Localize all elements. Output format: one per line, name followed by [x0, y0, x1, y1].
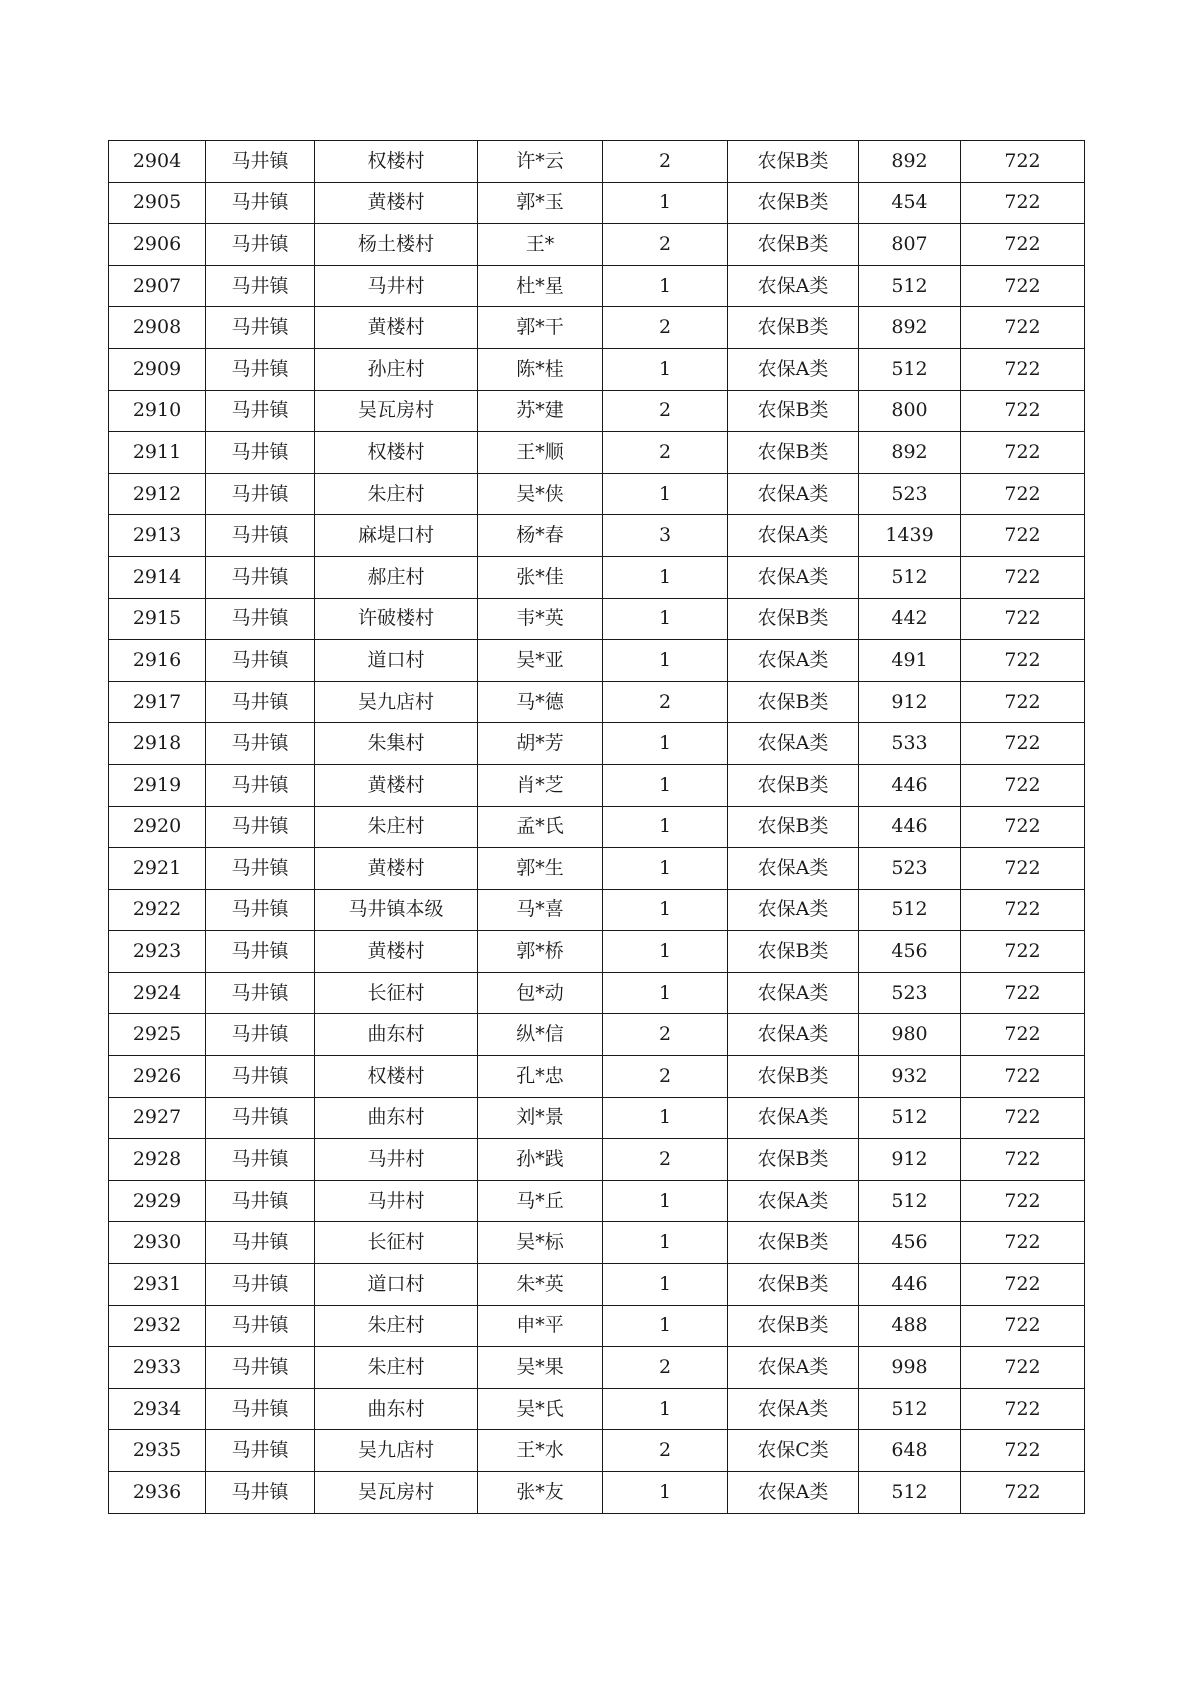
records-body [109, 141, 1085, 1514]
serial-number-cell: 2919 [109, 764, 206, 806]
category-cell: 农保A类 [728, 889, 859, 931]
village-cell: 吴九店村 [315, 681, 478, 723]
town-cell: 马井镇 [206, 1097, 315, 1139]
standard-cell: 722 [961, 764, 1085, 806]
name-cell: 马*丘 [478, 1180, 603, 1222]
name-cell: 马*德 [478, 681, 603, 723]
household-count-cell: 1 [603, 598, 728, 640]
serial-number-cell: 2920 [109, 806, 206, 848]
village-cell: 吴九店村 [315, 1430, 478, 1472]
amount-cell: 512 [859, 889, 961, 931]
name-cell: 吴*亚 [478, 640, 603, 682]
amount-cell: 512 [859, 265, 961, 307]
standard-cell: 722 [961, 931, 1085, 973]
serial-number-cell: 2927 [109, 1097, 206, 1139]
amount-cell: 533 [859, 723, 961, 765]
town-cell: 马井镇 [206, 224, 315, 266]
town-cell: 马井镇 [206, 1222, 315, 1264]
amount-cell: 454 [859, 182, 961, 224]
serial-number-cell: 2921 [109, 848, 206, 890]
amount-cell: 912 [859, 1139, 961, 1181]
household-count-cell: 1 [603, 1097, 728, 1139]
table-row [109, 1264, 1085, 1306]
table-row [109, 473, 1085, 515]
standard-cell: 722 [961, 1430, 1085, 1472]
village-cell: 朱庄村 [315, 806, 478, 848]
household-count-cell: 1 [603, 640, 728, 682]
amount-cell: 912 [859, 681, 961, 723]
serial-number-cell: 2934 [109, 1388, 206, 1430]
serial-number-cell: 2907 [109, 265, 206, 307]
standard-cell: 722 [961, 1388, 1085, 1430]
serial-number-cell: 2928 [109, 1139, 206, 1181]
household-count-cell: 3 [603, 515, 728, 557]
village-cell: 权楼村 [315, 1056, 478, 1098]
village-cell: 孙庄村 [315, 348, 478, 390]
name-cell: 王* [478, 224, 603, 266]
standard-cell: 722 [961, 473, 1085, 515]
household-count-cell: 1 [603, 1472, 728, 1514]
town-cell: 马井镇 [206, 764, 315, 806]
household-count-cell: 1 [603, 889, 728, 931]
village-cell: 朱庄村 [315, 1347, 478, 1389]
standard-cell: 722 [961, 307, 1085, 349]
town-cell: 马井镇 [206, 681, 315, 723]
standard-cell: 722 [961, 598, 1085, 640]
village-cell: 黄楼村 [315, 182, 478, 224]
category-cell: 农保B类 [728, 1056, 859, 1098]
category-cell: 农保A类 [728, 640, 859, 682]
serial-number-cell: 2925 [109, 1014, 206, 1056]
amount-cell: 491 [859, 640, 961, 682]
village-cell: 马井村 [315, 265, 478, 307]
serial-number-cell: 2932 [109, 1305, 206, 1347]
table-row [109, 224, 1085, 266]
serial-number-cell: 2933 [109, 1347, 206, 1389]
table-row [109, 265, 1085, 307]
table-row [109, 432, 1085, 474]
table-row [109, 806, 1085, 848]
category-cell: 农保A类 [728, 848, 859, 890]
village-cell: 长征村 [315, 1222, 478, 1264]
name-cell: 胡*芳 [478, 723, 603, 765]
standard-cell: 722 [961, 806, 1085, 848]
standard-cell: 722 [961, 432, 1085, 474]
town-cell: 马井镇 [206, 182, 315, 224]
table-row [109, 182, 1085, 224]
category-cell: 农保A类 [728, 1097, 859, 1139]
standard-cell: 722 [961, 556, 1085, 598]
category-cell: 农保B类 [728, 598, 859, 640]
household-count-cell: 1 [603, 1222, 728, 1264]
table-row [109, 1305, 1085, 1347]
household-count-cell: 2 [603, 141, 728, 183]
serial-number-cell: 2929 [109, 1180, 206, 1222]
amount-cell: 456 [859, 1222, 961, 1264]
name-cell: 刘*景 [478, 1097, 603, 1139]
household-count-cell: 2 [603, 307, 728, 349]
table-row [109, 307, 1085, 349]
town-cell: 马井镇 [206, 141, 315, 183]
town-cell: 马井镇 [206, 348, 315, 390]
category-cell: 农保A类 [728, 473, 859, 515]
amount-cell: 446 [859, 1264, 961, 1306]
table-row [109, 598, 1085, 640]
town-cell: 马井镇 [206, 1305, 315, 1347]
village-cell: 曲东村 [315, 1388, 478, 1430]
household-count-cell: 1 [603, 1388, 728, 1430]
standard-cell: 722 [961, 972, 1085, 1014]
standard-cell: 722 [961, 1056, 1085, 1098]
category-cell: 农保B类 [728, 931, 859, 973]
town-cell: 马井镇 [206, 432, 315, 474]
village-cell: 道口村 [315, 1264, 478, 1306]
household-count-cell: 2 [603, 1056, 728, 1098]
name-cell: 杜*星 [478, 265, 603, 307]
table-row [109, 931, 1085, 973]
town-cell: 马井镇 [206, 806, 315, 848]
amount-cell: 512 [859, 348, 961, 390]
name-cell: 包*动 [478, 972, 603, 1014]
category-cell: 农保A类 [728, 972, 859, 1014]
village-cell: 麻堤口村 [315, 515, 478, 557]
household-count-cell: 1 [603, 931, 728, 973]
amount-cell: 892 [859, 141, 961, 183]
town-cell: 马井镇 [206, 1056, 315, 1098]
category-cell: 农保B类 [728, 307, 859, 349]
village-cell: 黄楼村 [315, 931, 478, 973]
household-count-cell: 1 [603, 848, 728, 890]
amount-cell: 512 [859, 1180, 961, 1222]
table-row [109, 1222, 1085, 1264]
standard-cell: 722 [961, 1222, 1085, 1264]
household-count-cell: 2 [603, 1347, 728, 1389]
category-cell: 农保B类 [728, 806, 859, 848]
village-cell: 黄楼村 [315, 764, 478, 806]
serial-number-cell: 2915 [109, 598, 206, 640]
town-cell: 马井镇 [206, 723, 315, 765]
category-cell: 农保B类 [728, 432, 859, 474]
amount-cell: 648 [859, 1430, 961, 1472]
household-count-cell: 1 [603, 1180, 728, 1222]
category-cell: 农保C类 [728, 1430, 859, 1472]
standard-cell: 722 [961, 681, 1085, 723]
town-cell: 马井镇 [206, 1014, 315, 1056]
name-cell: 陈*桂 [478, 348, 603, 390]
household-count-cell: 1 [603, 182, 728, 224]
serial-number-cell: 2904 [109, 141, 206, 183]
household-count-cell: 2 [603, 432, 728, 474]
table-row [109, 848, 1085, 890]
name-cell: 申*平 [478, 1305, 603, 1347]
category-cell: 农保B类 [728, 141, 859, 183]
amount-cell: 892 [859, 432, 961, 474]
standard-cell: 722 [961, 141, 1085, 183]
category-cell: 农保B类 [728, 1305, 859, 1347]
name-cell: 郭*玉 [478, 182, 603, 224]
serial-number-cell: 2908 [109, 307, 206, 349]
name-cell: 吴*氏 [478, 1388, 603, 1430]
village-cell: 权楼村 [315, 432, 478, 474]
name-cell: 王*水 [478, 1430, 603, 1472]
category-cell: 农保A类 [728, 556, 859, 598]
standard-cell: 722 [961, 182, 1085, 224]
amount-cell: 998 [859, 1347, 961, 1389]
standard-cell: 722 [961, 224, 1085, 266]
standard-cell: 722 [961, 1139, 1085, 1181]
amount-cell: 512 [859, 1388, 961, 1430]
household-count-cell: 1 [603, 764, 728, 806]
town-cell: 马井镇 [206, 889, 315, 931]
village-cell: 吴瓦房村 [315, 390, 478, 432]
standard-cell: 722 [961, 1305, 1085, 1347]
table-row [109, 1014, 1085, 1056]
amount-cell: 1439 [859, 515, 961, 557]
name-cell: 郭*生 [478, 848, 603, 890]
serial-number-cell: 2924 [109, 972, 206, 1014]
name-cell: 杨*春 [478, 515, 603, 557]
household-count-cell: 2 [603, 224, 728, 266]
name-cell: 张*友 [478, 1472, 603, 1514]
town-cell: 马井镇 [206, 307, 315, 349]
category-cell: 农保B类 [728, 681, 859, 723]
amount-cell: 892 [859, 307, 961, 349]
table-row [109, 764, 1085, 806]
serial-number-cell: 2905 [109, 182, 206, 224]
town-cell: 马井镇 [206, 473, 315, 515]
village-cell: 曲东村 [315, 1097, 478, 1139]
records-table [108, 140, 1085, 1514]
town-cell: 马井镇 [206, 515, 315, 557]
serial-number-cell: 2917 [109, 681, 206, 723]
amount-cell: 512 [859, 556, 961, 598]
town-cell: 马井镇 [206, 931, 315, 973]
household-count-cell: 1 [603, 972, 728, 1014]
village-cell: 马井镇本级 [315, 889, 478, 931]
serial-number-cell: 2936 [109, 1472, 206, 1514]
village-cell: 朱庄村 [315, 473, 478, 515]
household-count-cell: 1 [603, 1305, 728, 1347]
town-cell: 马井镇 [206, 972, 315, 1014]
table-row [109, 1430, 1085, 1472]
table-row [109, 1097, 1085, 1139]
table-row [109, 1347, 1085, 1389]
category-cell: 农保A类 [728, 723, 859, 765]
serial-number-cell: 2931 [109, 1264, 206, 1306]
village-cell: 朱庄村 [315, 1305, 478, 1347]
name-cell: 纵*信 [478, 1014, 603, 1056]
amount-cell: 446 [859, 764, 961, 806]
town-cell: 马井镇 [206, 598, 315, 640]
village-cell: 郝庄村 [315, 556, 478, 598]
amount-cell: 932 [859, 1056, 961, 1098]
name-cell: 郭*干 [478, 307, 603, 349]
household-count-cell: 2 [603, 1430, 728, 1472]
name-cell: 吴*果 [478, 1347, 603, 1389]
standard-cell: 722 [961, 348, 1085, 390]
standard-cell: 722 [961, 1347, 1085, 1389]
town-cell: 马井镇 [206, 1180, 315, 1222]
category-cell: 农保B类 [728, 390, 859, 432]
town-cell: 马井镇 [206, 640, 315, 682]
household-count-cell: 1 [603, 1264, 728, 1306]
amount-cell: 446 [859, 806, 961, 848]
amount-cell: 512 [859, 1472, 961, 1514]
category-cell: 农保B类 [728, 764, 859, 806]
name-cell: 孔*忠 [478, 1056, 603, 1098]
table-row [109, 390, 1085, 432]
village-cell: 杨土楼村 [315, 224, 478, 266]
table-row [109, 348, 1085, 390]
table-row [109, 1472, 1085, 1514]
village-cell: 曲东村 [315, 1014, 478, 1056]
standard-cell: 722 [961, 1097, 1085, 1139]
amount-cell: 807 [859, 224, 961, 266]
table-row [109, 681, 1085, 723]
village-cell: 道口村 [315, 640, 478, 682]
standard-cell: 722 [961, 265, 1085, 307]
serial-number-cell: 2926 [109, 1056, 206, 1098]
household-count-cell: 1 [603, 806, 728, 848]
name-cell: 王*顺 [478, 432, 603, 474]
household-count-cell: 2 [603, 1014, 728, 1056]
table-row [109, 723, 1085, 765]
amount-cell: 523 [859, 848, 961, 890]
amount-cell: 488 [859, 1305, 961, 1347]
table-row [109, 889, 1085, 931]
name-cell: 朱*英 [478, 1264, 603, 1306]
amount-cell: 980 [859, 1014, 961, 1056]
town-cell: 马井镇 [206, 1347, 315, 1389]
category-cell: 农保B类 [728, 1222, 859, 1264]
town-cell: 马井镇 [206, 1388, 315, 1430]
village-cell: 黄楼村 [315, 307, 478, 349]
village-cell: 黄楼村 [315, 848, 478, 890]
standard-cell: 722 [961, 1014, 1085, 1056]
table-row [109, 515, 1085, 557]
household-count-cell: 1 [603, 723, 728, 765]
category-cell: 农保B类 [728, 1139, 859, 1181]
table-row [109, 1388, 1085, 1430]
village-cell: 马井村 [315, 1180, 478, 1222]
serial-number-cell: 2910 [109, 390, 206, 432]
serial-number-cell: 2913 [109, 515, 206, 557]
household-count-cell: 1 [603, 473, 728, 515]
standard-cell: 722 [961, 1472, 1085, 1514]
serial-number-cell: 2930 [109, 1222, 206, 1264]
amount-cell: 512 [859, 1097, 961, 1139]
standard-cell: 722 [961, 515, 1085, 557]
serial-number-cell: 2916 [109, 640, 206, 682]
category-cell: 农保B类 [728, 224, 859, 266]
household-count-cell: 1 [603, 265, 728, 307]
village-cell: 马井村 [315, 1139, 478, 1181]
category-cell: 农保A类 [728, 1472, 859, 1514]
standard-cell: 722 [961, 390, 1085, 432]
category-cell: 农保A类 [728, 515, 859, 557]
name-cell: 马*喜 [478, 889, 603, 931]
table-row [109, 1139, 1085, 1181]
name-cell: 孙*践 [478, 1139, 603, 1181]
name-cell: 肖*芝 [478, 764, 603, 806]
category-cell: 农保A类 [728, 1388, 859, 1430]
serial-number-cell: 2918 [109, 723, 206, 765]
standard-cell: 722 [961, 848, 1085, 890]
category-cell: 农保A类 [728, 265, 859, 307]
name-cell: 吴*标 [478, 1222, 603, 1264]
serial-number-cell: 2912 [109, 473, 206, 515]
household-count-cell: 1 [603, 348, 728, 390]
household-count-cell: 2 [603, 390, 728, 432]
town-cell: 马井镇 [206, 1430, 315, 1472]
household-count-cell: 1 [603, 556, 728, 598]
serial-number-cell: 2922 [109, 889, 206, 931]
village-cell: 权楼村 [315, 141, 478, 183]
amount-cell: 456 [859, 931, 961, 973]
table-row [109, 1056, 1085, 1098]
name-cell: 吴*侠 [478, 473, 603, 515]
category-cell: 农保B类 [728, 182, 859, 224]
serial-number-cell: 2906 [109, 224, 206, 266]
table-row [109, 141, 1085, 183]
category-cell: 农保A类 [728, 1347, 859, 1389]
amount-cell: 523 [859, 972, 961, 1014]
category-cell: 农保A类 [728, 1180, 859, 1222]
town-cell: 马井镇 [206, 556, 315, 598]
amount-cell: 442 [859, 598, 961, 640]
category-cell: 农保A类 [728, 348, 859, 390]
village-cell: 许破楼村 [315, 598, 478, 640]
category-cell: 农保B类 [728, 1264, 859, 1306]
table-row [109, 972, 1085, 1014]
standard-cell: 722 [961, 640, 1085, 682]
table-row [109, 1180, 1085, 1222]
village-cell: 长征村 [315, 972, 478, 1014]
name-cell: 苏*建 [478, 390, 603, 432]
village-cell: 朱集村 [315, 723, 478, 765]
name-cell: 张*佳 [478, 556, 603, 598]
serial-number-cell: 2914 [109, 556, 206, 598]
town-cell: 马井镇 [206, 1472, 315, 1514]
standard-cell: 722 [961, 1264, 1085, 1306]
household-count-cell: 2 [603, 681, 728, 723]
name-cell: 韦*英 [478, 598, 603, 640]
serial-number-cell: 2911 [109, 432, 206, 474]
household-count-cell: 2 [603, 1139, 728, 1181]
table-row [109, 556, 1085, 598]
standard-cell: 722 [961, 723, 1085, 765]
table-row [109, 640, 1085, 682]
amount-cell: 800 [859, 390, 961, 432]
name-cell: 孟*氏 [478, 806, 603, 848]
town-cell: 马井镇 [206, 848, 315, 890]
name-cell: 郭*桥 [478, 931, 603, 973]
category-cell: 农保A类 [728, 1014, 859, 1056]
town-cell: 马井镇 [206, 265, 315, 307]
serial-number-cell: 2923 [109, 931, 206, 973]
town-cell: 马井镇 [206, 1139, 315, 1181]
serial-number-cell: 2909 [109, 348, 206, 390]
amount-cell: 523 [859, 473, 961, 515]
town-cell: 马井镇 [206, 390, 315, 432]
village-cell: 吴瓦房村 [315, 1472, 478, 1514]
standard-cell: 722 [961, 889, 1085, 931]
standard-cell: 722 [961, 1180, 1085, 1222]
serial-number-cell: 2935 [109, 1430, 206, 1472]
name-cell: 许*云 [478, 141, 603, 183]
town-cell: 马井镇 [206, 1264, 315, 1306]
